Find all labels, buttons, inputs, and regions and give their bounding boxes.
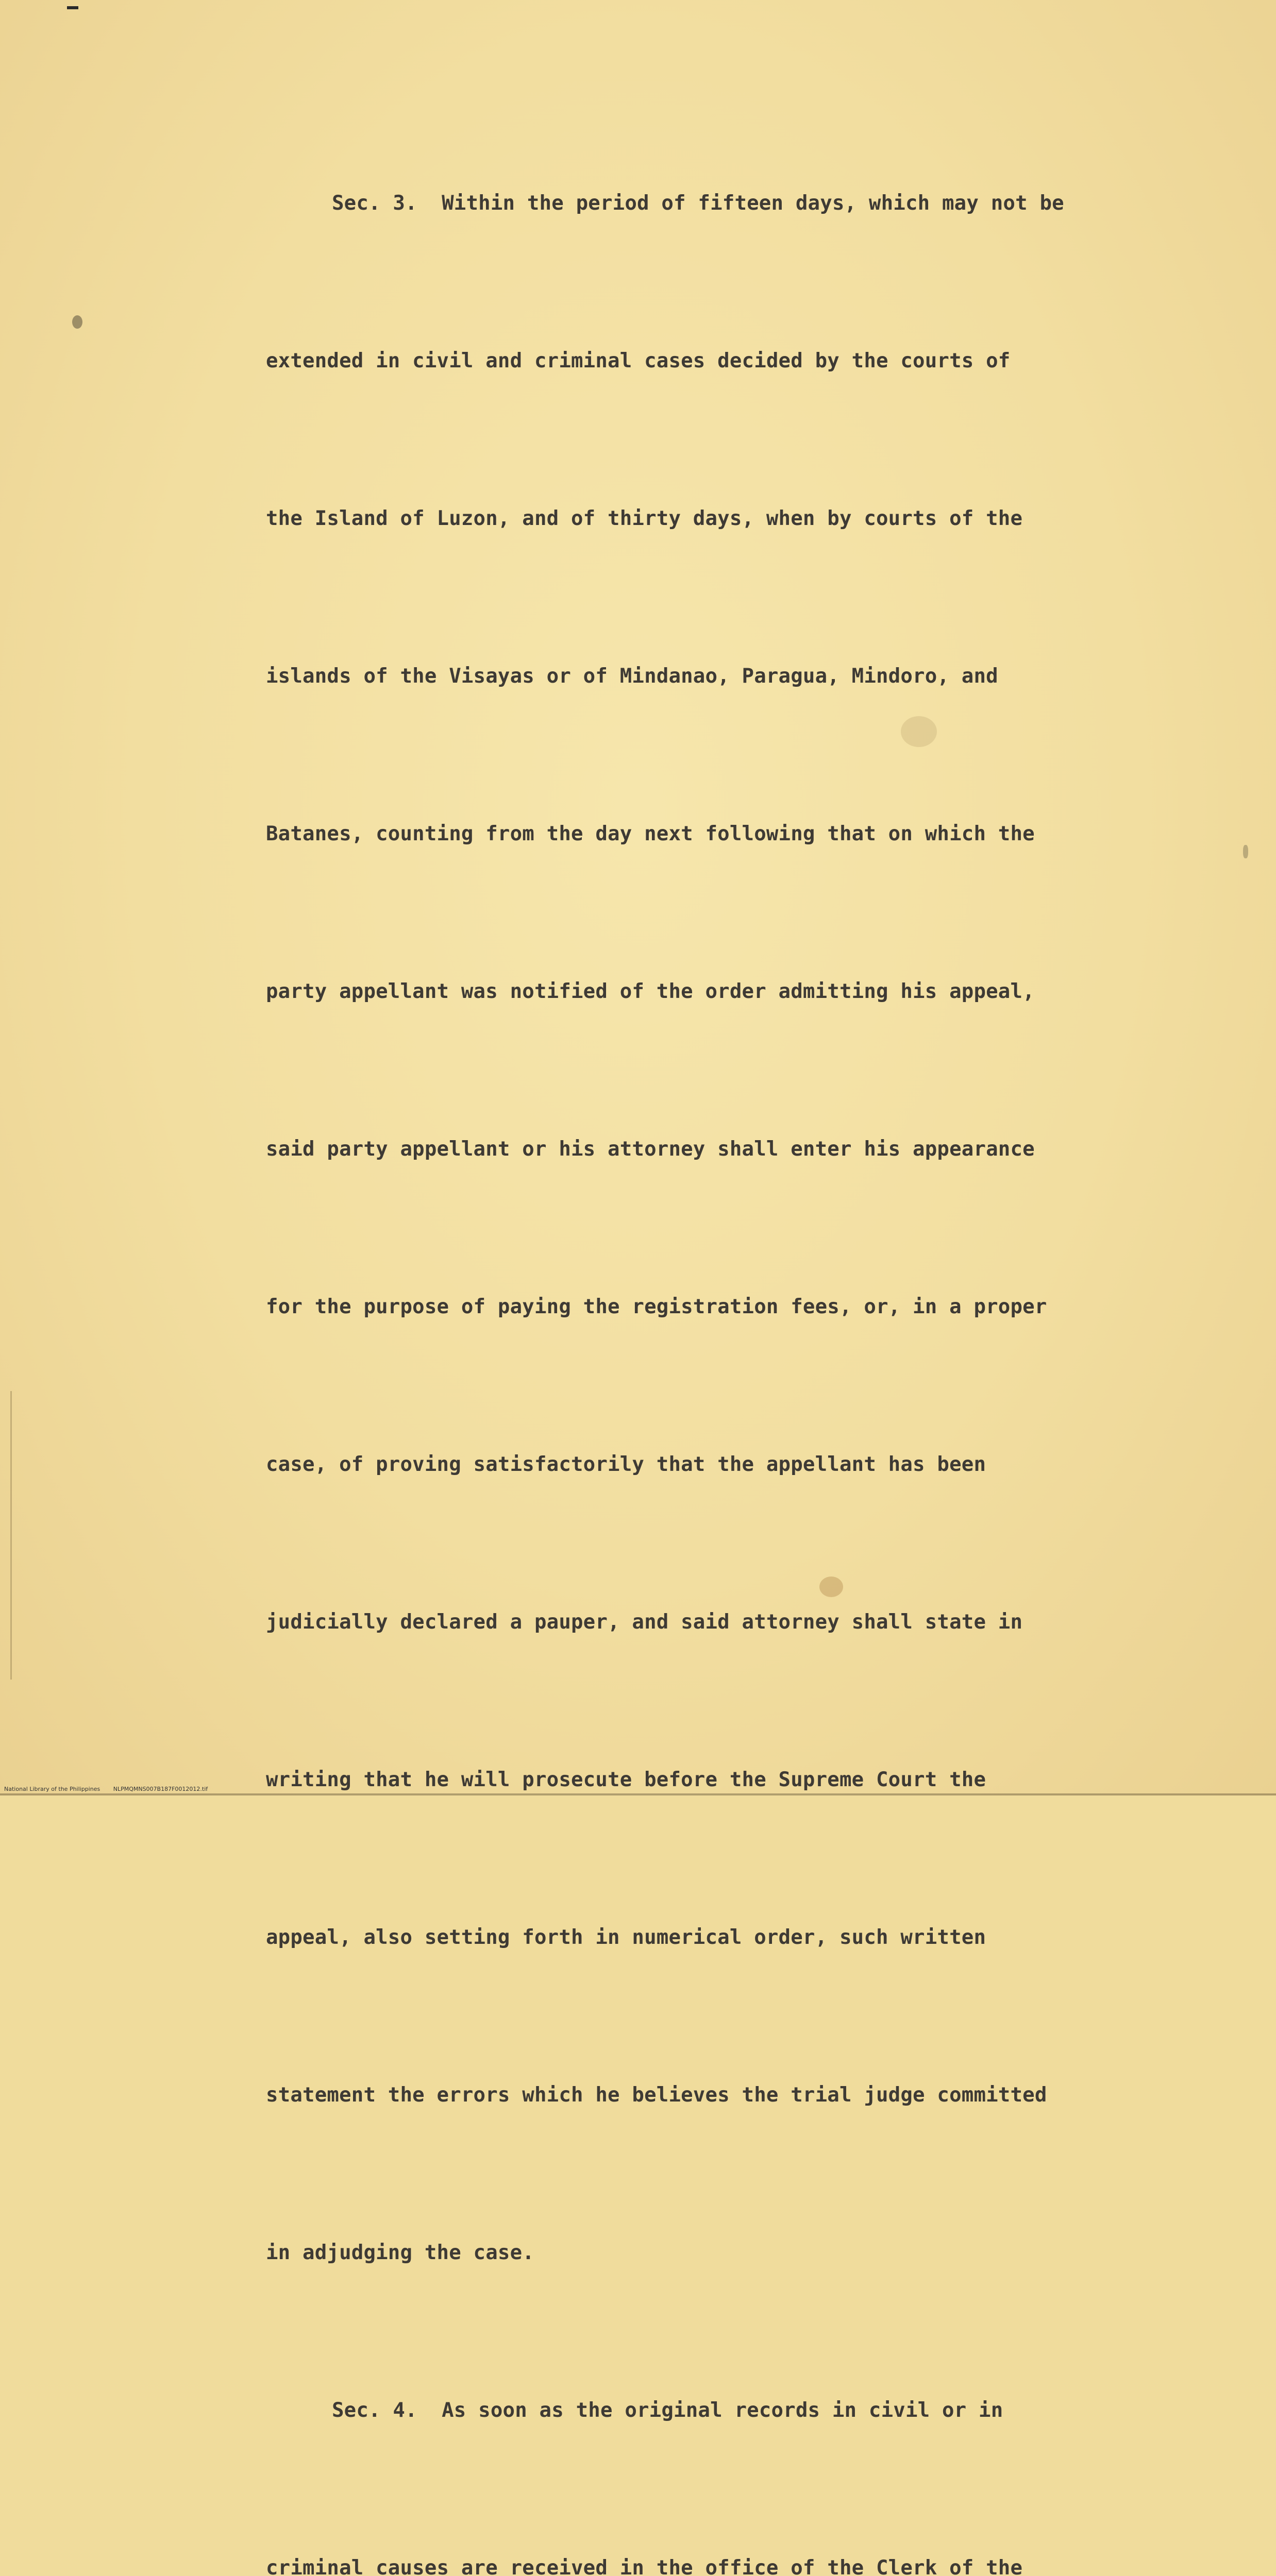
text-line: in adjudging the case. (266, 2241, 534, 2264)
text-line: Batanes, counting from the day next following that on which the (266, 822, 1035, 845)
text-line: extended in civil and criminal cases decided by the courts of (266, 349, 1011, 372)
text-line: islands of the Visayas or of Mindanao, Paragua, Mindoro, and (266, 665, 998, 688)
scan-footer (4, 1786, 208, 1792)
text-line: party appellant was notified of the order admitting his appeal, (266, 980, 1035, 1003)
text-line-sec3-heading: Sec. 3. Within the period of fifteen days, which may not be (332, 192, 1064, 215)
edge-mark-right (1243, 845, 1248, 858)
footer-filename: NLPMQMNS007B187F0012012.tif (113, 1786, 208, 1792)
edge-mark (67, 6, 78, 9)
text-line: writing that he will prosecute before the Supreme Court the (266, 1768, 986, 1791)
text-line: for the purpose of paying the registration fees, or, in a proper (266, 1295, 1047, 1318)
text-line: statement the errors which he believes the trial judge committed (266, 2083, 1047, 2107)
ink-spot (72, 315, 82, 329)
text-line-sec4-heading: Sec. 4. As soon as the original records in civil or in (332, 2399, 1003, 2422)
text-line: case, of proving satisfactorily that the appellant has been (266, 1453, 986, 1476)
text-line: criminal causes are received in the office of the Clerk of the (266, 2556, 1023, 2576)
text-line: said party appellant or his attorney shall enter his appearance (266, 1138, 1035, 1161)
page-bottom-edge (0, 1793, 1276, 1795)
footer-library: National Library of the Philippines (4, 1786, 100, 1792)
text-line: appeal, also setting forth in numerical order, such written (266, 1926, 986, 1949)
text-line: judicially declared a pauper, and said attorney shall state in (266, 1611, 1023, 1634)
typewritten-text (266, 72, 1163, 2576)
paper-scuff (10, 1391, 12, 1680)
text-line: the Island of Luzon, and of thirty days, when by courts of the (266, 507, 1023, 530)
